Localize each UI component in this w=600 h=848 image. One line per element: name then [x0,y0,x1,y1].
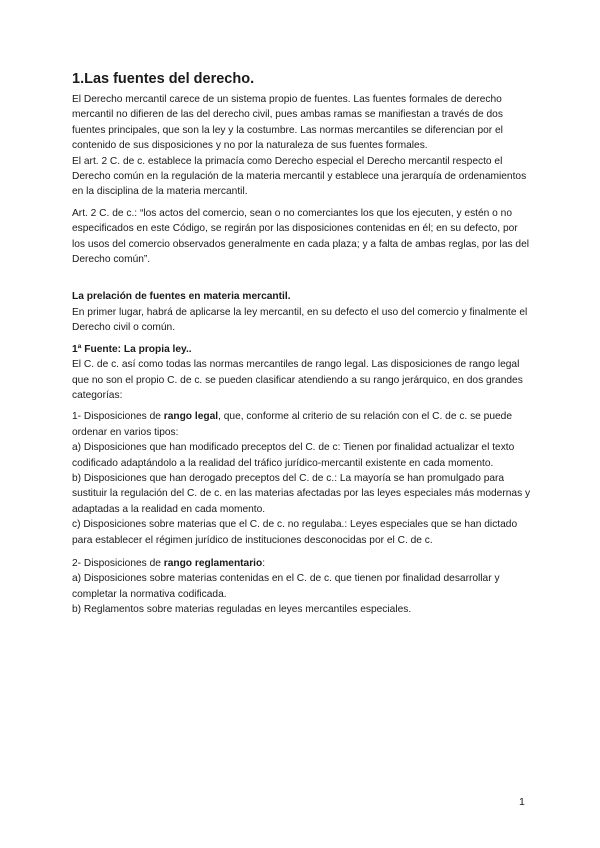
rango-legal-bold: rango legal [163,411,219,423]
rango-reglamentario-suffix: : [262,557,266,569]
rango-legal-item-a: a) Disposiciones que han modificado preceptos del C. de c: Tienen por finalidad actualizar el texto codificado adaptándolo a la realidad del tráfico jurídico-mercantil existente en cada momento. [72,442,515,469]
rango-reglamentario-prefix: 2- Disposiciones de [72,557,164,569]
rango-legal-suffix: , que, conforme al criterio de su relación con el C. de c. se puede ordenar en varios tipos: [72,411,512,438]
section-title: 1.Las fuentes del derecho. [72,71,255,87]
intro-paragraph: El Derecho mercantil carece de un sistema propio de fuentes. Las fuentes formales de derecho mercantil no difieren de las del derecho civil, pues ambas ramas se manifiestan a través de dos fuentes principales, que son la ley y la costumbre. Las normas mercantiles se diferencian por el contenido de sus disposiciones y no por la naturaleza de sus fuentes formales. [72,94,503,152]
fuente1-heading: 1ª Fuente: La propia ley.. [72,343,192,355]
rango-legal-item-b: b) Disposiciones que han derogado preceptos del C. de c.: La mayoría se han promulgado para sustituir la regulación del C. de c. en las materias afectadas por las leyes especiales más modernas y adaptadas a la realidad en cada momento. [72,472,531,515]
page-number: 1 [519,796,525,808]
document-page [72,70,532,618]
rango-reglamentario-item-a: a) Disposiciones sobre materias contenidas en el C. de c. que tienen por finalidad desarrollar y completar la normativa codificada. [72,573,500,600]
fuente1-paragraph: El C. de c. así como todas las normas mercantiles de rango legal. Las disposiciones de rango legal que no son el propio C. de c. se pueden clasificar atendiendo a su rango jerárquico, en dos grandes categorías: [72,359,523,401]
rango-legal-item-c: c) Disposiciones sobre materias que el C. de c. no regulaba.: Leyes especiales que se han dictado para establecer el régimen jurídico de instituciones desconocidas por el C. de c. [72,519,518,546]
prelacion-paragraph: En primer lugar, habrá de aplicarse la ley mercantil, en su defecto el uso del comercio y finalmente el Derecho civil o común. [72,306,528,334]
art2-summary-paragraph: El art. 2 C. de c. establece la primacía como Derecho especial el Derecho mercantil respecto el Derecho común en la regulación de la materia mercantil y establece una jerarquía de ordenamientos en la disciplina de la materia mercantil. [72,155,527,198]
rango-reglamentario-item-b: b) Reglamentos sobre materias reguladas en leyes mercantiles especiales. [72,604,412,616]
rango-reglamentario-intro [72,556,532,571]
art2-quote-paragraph: Art. 2 C. de c.: “los actos del comercio, sean o no comerciantes los que los ejecuten, y estén o no especificados en este Código, se regirán por las disposiciones contenidas en él; en su defecto, por los usos del comercio observados generalmente en cada plaza; y a falta de ambas reglas, por las del Derecho común”. [72,207,529,266]
prelacion-heading: La prelación de fuentes en materia mercantil. [72,291,291,303]
rango-reglamentario-bold: rango reglamentario [163,557,263,569]
rango-legal-prefix: 1- Disposiciones de [72,411,164,423]
rango-legal-intro [72,409,532,440]
